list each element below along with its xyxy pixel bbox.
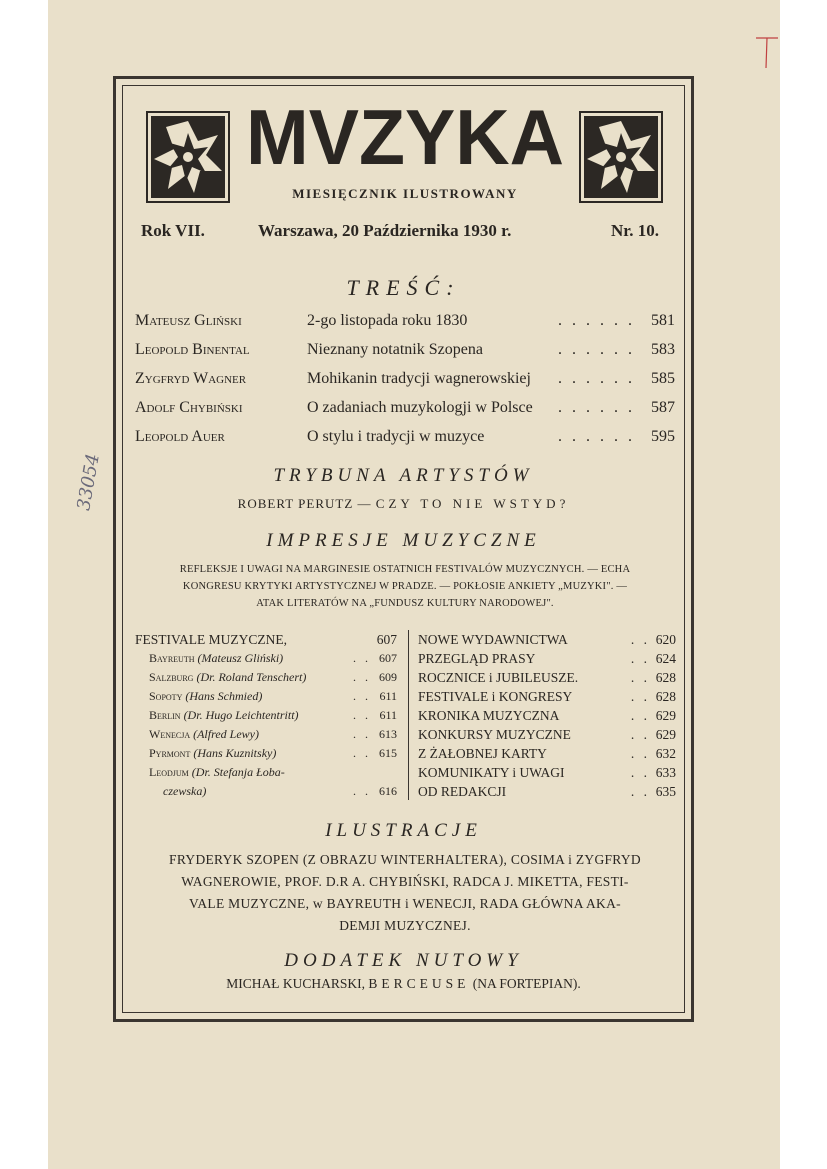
festival-leader: . . bbox=[353, 708, 371, 722]
contents-page: 583 bbox=[647, 341, 675, 359]
contents-author: Leopold Binental bbox=[135, 341, 250, 358]
contents-row bbox=[135, 399, 675, 425]
contents-row bbox=[135, 428, 675, 454]
section-leader: . . bbox=[630, 670, 650, 685]
festival-item bbox=[135, 784, 397, 803]
contents-title: Mohikanin tradycji wagnerowskiej bbox=[307, 370, 537, 388]
festival-page: 616 bbox=[379, 784, 397, 798]
sections-list bbox=[418, 632, 676, 803]
section-leader: . . bbox=[630, 651, 650, 666]
festival-leader: . . bbox=[353, 689, 371, 703]
festival-city: Leodjum bbox=[149, 765, 189, 779]
section-item bbox=[418, 632, 676, 651]
section-leader: . . bbox=[630, 708, 650, 723]
festival-item bbox=[135, 727, 397, 746]
contents-title: O stylu i tradycji w muzyce bbox=[307, 428, 490, 446]
festival-author: (Dr. Hugo Leichtentritt) bbox=[183, 708, 299, 722]
section-page: 628 bbox=[655, 689, 676, 704]
festival-city: Pyrmont bbox=[149, 746, 191, 760]
section-label: Z ŻAŁOBNEJ KARTY bbox=[418, 746, 547, 761]
supplement-work: BERCEUSE bbox=[368, 976, 470, 991]
column-divider bbox=[408, 630, 409, 800]
festival-page: 609 bbox=[379, 670, 397, 684]
festivals-main-label: FESTIVALE MUZYCZNE, bbox=[135, 632, 288, 647]
contents-leader: . . . . . . bbox=[558, 399, 635, 416]
red-mark-icon bbox=[752, 32, 782, 72]
festival-page: 615 bbox=[379, 746, 397, 760]
contents-row bbox=[135, 341, 675, 367]
section-item bbox=[418, 708, 676, 727]
contents-page: 587 bbox=[647, 399, 675, 417]
contents-author: Mateusz Gliński bbox=[135, 312, 242, 329]
festival-page: 611 bbox=[379, 689, 397, 703]
section-item bbox=[418, 670, 676, 689]
right-ornament-icon bbox=[579, 111, 663, 203]
contents-author: Zygfryd Wagner bbox=[135, 370, 247, 387]
contents-heading: TREŚĆ: bbox=[346, 275, 461, 300]
contents-page: 585 bbox=[647, 370, 675, 388]
section-item bbox=[418, 765, 676, 784]
illustrations-text bbox=[140, 849, 670, 937]
section-page: 624 bbox=[655, 651, 676, 666]
section-label: KONKURSY MUZYCZNE bbox=[418, 727, 571, 742]
illustrations-line: FRYDERYK SZOPEN (Z OBRAZU WINTERHALTERA), COSIMA i ZYGFRYD bbox=[169, 852, 641, 867]
section-label: KRONIKA MUZYCZNA bbox=[418, 708, 560, 723]
contents-title: 2-go listopada roku 1830 bbox=[307, 312, 473, 330]
contents-leader: . . . . . . bbox=[558, 428, 635, 445]
festival-item bbox=[135, 689, 397, 708]
festival-author: czewska) bbox=[163, 784, 207, 798]
supplement-entry bbox=[122, 976, 685, 992]
festival-leader: . . bbox=[353, 746, 371, 760]
left-ornament-icon bbox=[146, 111, 230, 203]
festivals-main-page: 607 bbox=[376, 632, 397, 647]
contents-leader: . . . . . . bbox=[558, 341, 635, 358]
contents-title: Nieznany notatnik Szopena bbox=[307, 341, 489, 359]
section-page: 629 bbox=[655, 727, 676, 742]
festival-author: (Dr. Stefanja Łoba- bbox=[191, 765, 285, 779]
festival-city: Wenecja bbox=[149, 727, 191, 741]
contents-row bbox=[135, 312, 675, 338]
section-leader: . . bbox=[630, 765, 650, 780]
tribune-entry bbox=[122, 496, 685, 512]
contents-title: O zadaniach muzykologji w Polsce bbox=[307, 399, 539, 417]
festivals-main-item bbox=[135, 632, 397, 651]
section-leader: . . bbox=[630, 689, 650, 704]
section-label: FESTIVALE i KONGRESY bbox=[418, 689, 573, 704]
issue-number: Nr. 10. bbox=[611, 221, 660, 240]
contents-page: 581 bbox=[647, 312, 675, 330]
supplement-composer: MICHAŁ KUCHARSKI, bbox=[226, 976, 366, 991]
festival-page: 613 bbox=[379, 727, 397, 741]
section-leader: . . bbox=[630, 632, 650, 647]
festival-author: (Hans Schmied) bbox=[185, 689, 263, 703]
section-item bbox=[418, 746, 676, 765]
section-leader: . . bbox=[630, 746, 650, 761]
festival-page: 607 bbox=[379, 651, 397, 665]
festival-item bbox=[135, 746, 397, 765]
section-page: 628 bbox=[655, 670, 676, 685]
festival-leader: . . bbox=[353, 651, 371, 665]
section-label: ROCZNICE i JUBILEUSZE. bbox=[418, 670, 579, 685]
festival-city: Sopoty bbox=[149, 689, 183, 703]
festival-city: Bayreuth bbox=[149, 651, 195, 665]
illustrations-line: WAGNEROWIE, PROF. D.R A. CHYBIŃSKI, RADCA J. MIKETTA, FESTI- bbox=[181, 874, 629, 889]
contents-author: Leopold Auer bbox=[135, 428, 225, 445]
tribune-dash: — bbox=[357, 496, 372, 511]
supplement-note: (NA FORTEPIAN). bbox=[472, 976, 581, 991]
section-item bbox=[418, 651, 676, 670]
issue-year: Rok VII. bbox=[141, 221, 205, 240]
impressions-text bbox=[135, 561, 675, 612]
masthead-subtitle: MIESIĘCZNIK ILUSTROWANY bbox=[292, 186, 518, 201]
section-label: OD REDAKCJI bbox=[418, 784, 507, 799]
contents-row bbox=[135, 370, 675, 396]
section-page: 633 bbox=[655, 765, 676, 780]
pencil-note: 33054 bbox=[73, 452, 104, 513]
impressions-heading: IMPRESJE MUZYCZNE bbox=[266, 530, 541, 551]
contents-author: Adolf Chybiński bbox=[135, 399, 243, 416]
tribune-author: ROBERT PERUTZ bbox=[237, 496, 354, 511]
festival-leader: . . bbox=[353, 670, 371, 684]
festival-leader: . . bbox=[353, 784, 371, 798]
festival-leader: . . bbox=[353, 727, 371, 741]
festival-item bbox=[135, 708, 397, 727]
section-item bbox=[418, 727, 676, 746]
section-label: PRZEGLĄD PRASY bbox=[418, 651, 536, 666]
section-leader: . . bbox=[630, 727, 650, 742]
festival-item bbox=[135, 670, 397, 689]
contents-page: 595 bbox=[647, 428, 675, 446]
issue-place-date: Warszawa, 20 Października 1930 r. bbox=[258, 221, 512, 240]
festival-city: Salzburg bbox=[149, 670, 194, 684]
festival-author: (Dr. Roland Tenschert) bbox=[196, 670, 307, 684]
festival-city: Berlin bbox=[149, 708, 181, 722]
illustrations-line: VALE MUZYCZNE, w BAYREUTH i WENECJI, RADA GŁÓWNA AKA- bbox=[189, 896, 621, 911]
impressions-line: KONGRESU KRYTYKI ARTYSTYCZNEJ W PRADZE. — POKŁOSIE ANKIETY „MUZYKI". — bbox=[182, 581, 628, 592]
impressions-line: ATAK LITERATÓW NA „FUNDUSZ KULTURY NARODOWEJ". bbox=[256, 598, 554, 609]
section-label: NOWE WYDAWNICTWA bbox=[418, 632, 568, 647]
section-page: 629 bbox=[655, 708, 676, 723]
festival-author: (Alfred Lewy) bbox=[193, 727, 259, 741]
section-leader: . . bbox=[630, 784, 650, 799]
contents-leader: . . . . . . bbox=[558, 370, 635, 387]
impressions-line: REFLEKSJE I UWAGI NA MARGINESIE OSTATNICH FESTIVALÓW MUZYCZNYCH. — ECHA bbox=[179, 564, 631, 575]
contents-leader: . . . . . . bbox=[558, 312, 635, 329]
festival-author: (Hans Kuznitsky) bbox=[193, 746, 277, 760]
supplement-heading: DODATEK NUTOWY bbox=[284, 950, 523, 971]
section-page: 635 bbox=[655, 784, 676, 799]
festival-author: (Mateusz Gliński) bbox=[197, 651, 284, 665]
section-item bbox=[418, 689, 676, 708]
festival-page: 611 bbox=[379, 708, 397, 722]
pencil-annotation bbox=[72, 435, 112, 525]
section-label: KOMUNIKATY i UWAGI bbox=[418, 765, 565, 780]
section-page: 632 bbox=[655, 746, 676, 761]
illustrations-heading: ILUSTRACJE bbox=[325, 820, 482, 841]
tribune-heading: TRYBUNA ARTYSTÓW bbox=[273, 465, 534, 486]
masthead-title: MVZYKA bbox=[246, 100, 564, 172]
festivals-list bbox=[135, 632, 397, 803]
festival-item bbox=[135, 765, 397, 784]
tribune-title: CZY TO NIE WSTYD? bbox=[375, 496, 570, 511]
festival-item bbox=[135, 651, 397, 670]
section-page: 620 bbox=[655, 632, 676, 647]
illustrations-line: DEMJI MUZYCZNEJ. bbox=[339, 918, 471, 933]
section-item bbox=[418, 784, 676, 803]
masthead-logo bbox=[240, 100, 570, 172]
